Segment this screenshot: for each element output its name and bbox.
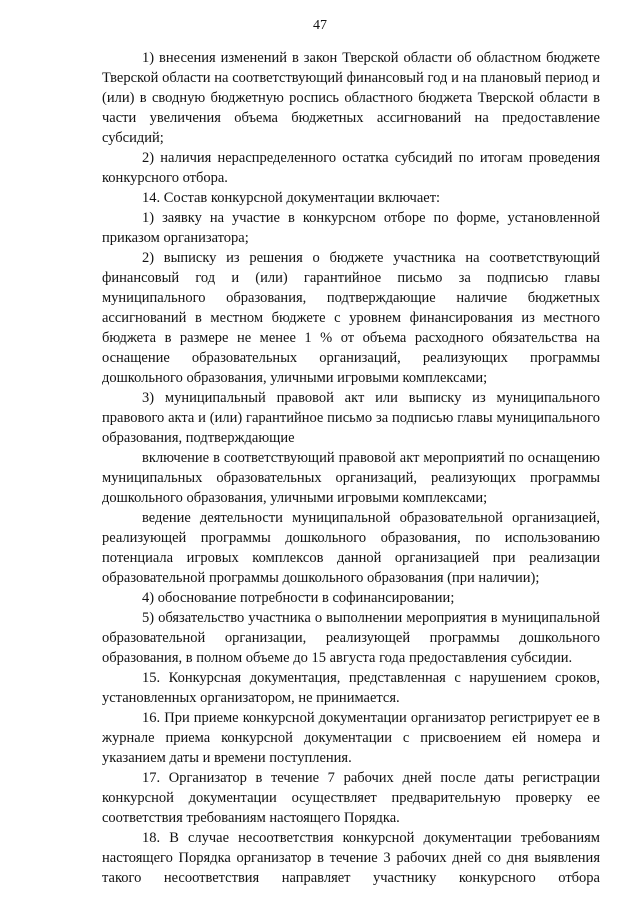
paragraph: 15. Конкурсная документация, представленная с нарушением сроков, установленных организатором, не принимается.: [102, 670, 600, 706]
paragraph: 18. В случае несоответствия конкурсной документации требованиям настоящего Порядка организатор в течение 3 рабочих дней со дня выявления такого несоответствия направляет участнику конкурсного отбора: [102, 830, 600, 886]
paragraph: 3) муниципальный правовой акт или выписку из муниципального правового акта и (или) гарантийное письмо за подписью главы муниципального образования, подтверждающие: [102, 390, 600, 446]
paragraph: 14. Состав конкурсной документации включает:: [142, 190, 441, 206]
paragraph: 4) обоснование потребности в софинансировании;: [142, 590, 455, 606]
page-number: 47: [313, 18, 327, 33]
paragraph: 5) обязательство участника о выполнении мероприятия в муниципальной образовательной организации, реализующей программы дошкольного образования, в полном объеме до 15 августа года предоставления субсидии.: [102, 610, 600, 666]
paragraph: 17. Организатор в течение 7 рабочих дней после даты регистрации конкурсной документации осуществляет предварительную проверку ее соответствия требованиям настоящего Порядка.: [102, 770, 600, 826]
paragraph: включение в соответствующий правовой акт мероприятий по оснащению муниципальных образовательных организаций, реализующих программы дошкольного образования, уличными игровыми комплексами;: [102, 450, 600, 506]
paragraph: 2) наличия нераспределенного остатка субсидий по итогам проведения конкурсного отбора.: [102, 150, 600, 186]
paragraph: 16. При приеме конкурсной документации организатор регистрирует ее в журнале приема конкурсной документации с присвоением ей номера и указанием даты и времени поступления.: [102, 710, 600, 766]
paragraph: 2) выписку из решения о бюджете участника на соответствующий финансовый год и (или) гарантийное письмо за подписью главы муниципального образования, подтверждающие наличие бюджетных ассигнований в местном бюджете с уровнем финансирования из местного бюджета в размере не менее 1 % от объема расходного обязательства на оснащение образовательных организаций, реализующих программы дошкольного образования, уличными игровыми комплексами;: [102, 250, 600, 386]
body-text: [102, 48, 600, 888]
paragraph: 1) заявку на участие в конкурсном отборе по форме, установленной приказом организатора;: [102, 210, 600, 246]
paragraph: ведение деятельности муниципальной образовательной организацией, реализующей программы дошкольного образования, по использованию потенциала игровых комплексов данной организацией при реализации образовательной программы дошкольного образования (при наличии);: [102, 510, 600, 586]
paragraph: 1) внесения изменений в закон Тверской области об областном бюджете Тверской области на соответствующий финансовый год и на плановый период и (или) в сводную бюджетную роспись областного бюджета Тверской области в части увеличения объема бюджетных ассигнований на предоставление субсидий;: [102, 50, 600, 146]
